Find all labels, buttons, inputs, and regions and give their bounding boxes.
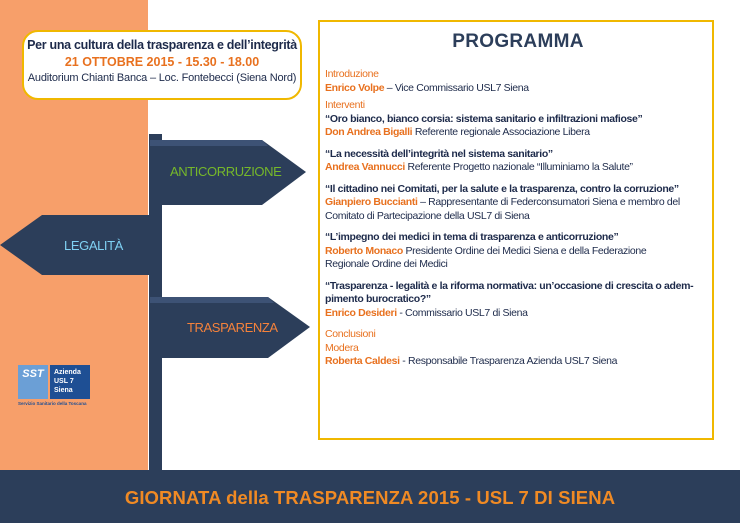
sign-label-legalita: LEGALITÀ [64, 238, 123, 253]
event-datetime: 21 OTTOBRE 2015 - 15.30 - 18.00 [64, 55, 260, 69]
sign-label-trasparenza: TRASPARENZA [187, 320, 278, 335]
talk-topic: “La necessità dell’integrità nel sistema sanitario” [325, 147, 553, 160]
speaker-line: Roberta Caldesi - Responsabile Trasparenza Azienda USL7 Siena [325, 355, 618, 367]
section-interventi: Interventi [325, 99, 365, 111]
speaker-line: Roberto Monaco Presidente Ordine dei Medici Siena e della Federazione [325, 244, 647, 257]
event-location: Auditorium Chianti Banca – Loc. Fontebecci (Siena Nord) [27, 72, 297, 84]
footer-title: GIORNATA della TRASPARENZA 2015 - USL 7 DI SIENA [124, 487, 616, 508]
speaker-line: Gianpiero Buccianti – Rappresentante di Federconsumatori Siena e membro del [325, 196, 680, 208]
speaker-line: Enrico Volpe – Vice Commissario USL7 Siena [325, 81, 529, 94]
footer-banner [0, 470, 740, 523]
section-modera: Modera [325, 341, 359, 354]
talk-topic: “Oro bianco, bianco corsia: sistema sanitario e infiltrazioni mafiose” [325, 112, 643, 125]
speaker-line: Enrico Desideri - Commissario USL7 di Siena [325, 306, 528, 319]
talk-topic: “Il cittadino nei Comitati, per la salute e la trasparenza, contro la corruzione” [325, 182, 679, 195]
speaker-role-continued: Regionale Ordine dei Medici [325, 258, 448, 270]
sst-logo-block: SST [18, 365, 48, 399]
talk-topic-continued: pimento burocratico?” [325, 293, 431, 305]
sign-label-anticorruzione: ANTICORRUZIONE [170, 164, 282, 179]
programma-title: PROGRAMMA [452, 31, 584, 52]
programma-content [325, 68, 713, 369]
talk-topic: “Trasparenza - legalità e la riforma normativa: un’occasione di crescita o adem- [325, 279, 694, 292]
azienda-logo-block: Azienda USL 7 Siena [50, 365, 90, 399]
section-introduzione: Introduzione [325, 68, 379, 80]
section-conclusioni: Conclusioni [325, 328, 376, 340]
talk-topic: “L’impegno dei medici in tema di trasparenza e anticorruzione” [325, 231, 619, 243]
speaker-line: Andrea Vannucci Referente Progetto nazionale “Illuminiamo la Salute” [325, 161, 633, 173]
programma-box [318, 20, 714, 440]
speaker-role-continued: Comitato di Partecipazione della USL7 di Siena [325, 209, 530, 222]
speaker-line: Don Andrea Bigalli Referente regionale Associazione Libera [325, 126, 590, 138]
usl-logo [18, 365, 90, 409]
event-title: Per una cultura della trasparenza e dell’integrità [27, 38, 297, 52]
logo-subtitle: Servizio Sanitario della Toscana [18, 401, 87, 406]
